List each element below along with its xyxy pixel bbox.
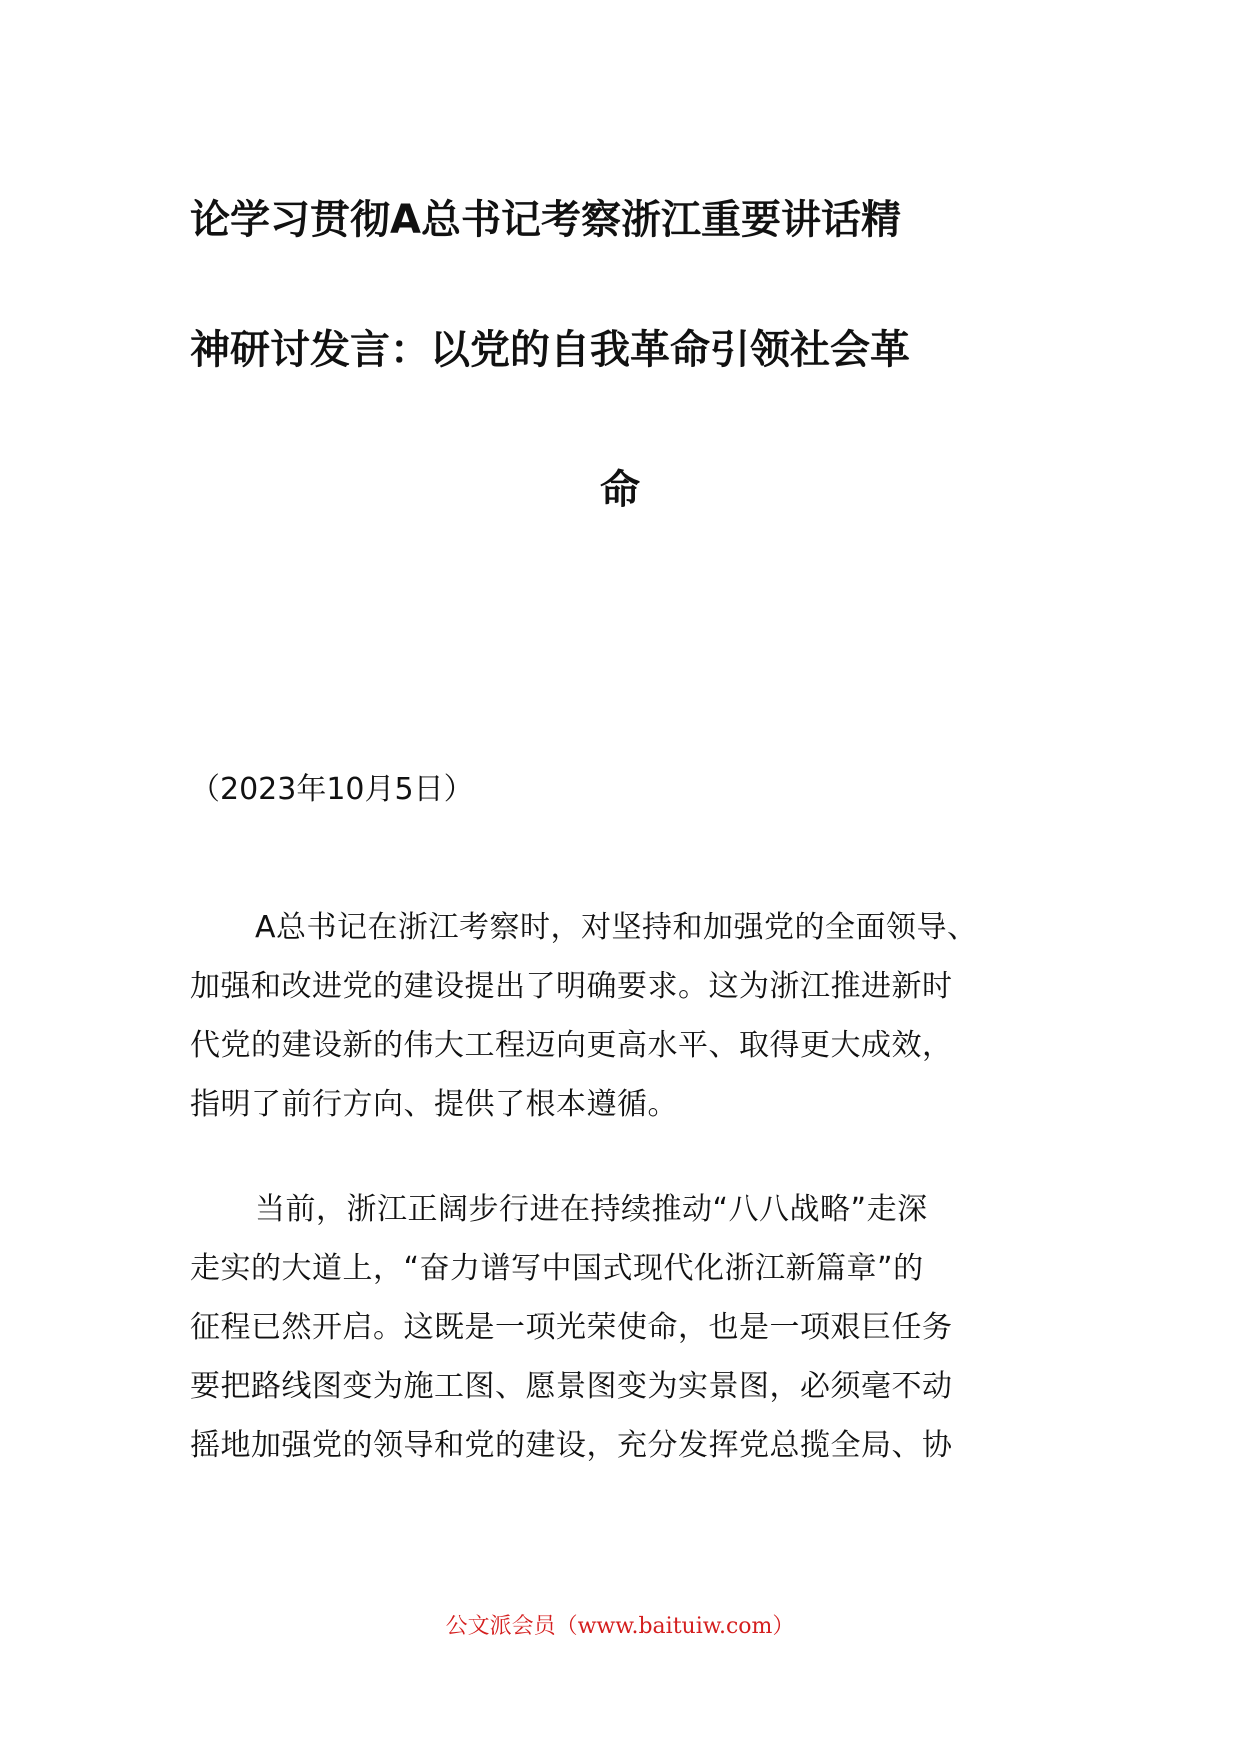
title-line-1: 论学习贯彻A总书记考察浙江重要讲话精 bbox=[190, 197, 901, 243]
title-line-2: 神研讨发言：以党的自我革命引领社会革 bbox=[190, 327, 910, 373]
document-date: （2023年10月5日） bbox=[190, 772, 474, 807]
paragraph-line: 加强和改进党的建设提出了明确要求。这为浙江推进新时 bbox=[190, 969, 953, 1004]
footer-watermark: 公文派会员（www.baituiw.com） bbox=[445, 1614, 795, 1639]
paragraph-line: 当前，浙江正阔步行进在持续推动“八八战略”走深 bbox=[255, 1192, 928, 1227]
title-line-3: 命 bbox=[600, 467, 640, 513]
paragraph-line: 指明了前行方向、提供了根本遵循。 bbox=[190, 1087, 678, 1122]
paragraph-line: 代党的建设新的伟大工程迈向更高水平、取得更大成效， bbox=[190, 1028, 953, 1063]
paragraph-line: 走实的大道上，“奋力谱写中国式现代化浙江新篇章”的 bbox=[190, 1251, 924, 1286]
paragraph-line: 摇地加强党的领导和党的建设，充分发挥党总揽全局、协 bbox=[190, 1428, 953, 1463]
paragraph-line: 要把路线图变为施工图、愿景图变为实景图，必须毫不动 bbox=[190, 1369, 953, 1404]
paragraph-line: 征程已然开启。这既是一项光荣使命，也是一项艰巨任务 bbox=[190, 1310, 953, 1345]
paragraph-line: A总书记在浙江考察时，对坚持和加强党的全面领导、 bbox=[255, 910, 978, 945]
